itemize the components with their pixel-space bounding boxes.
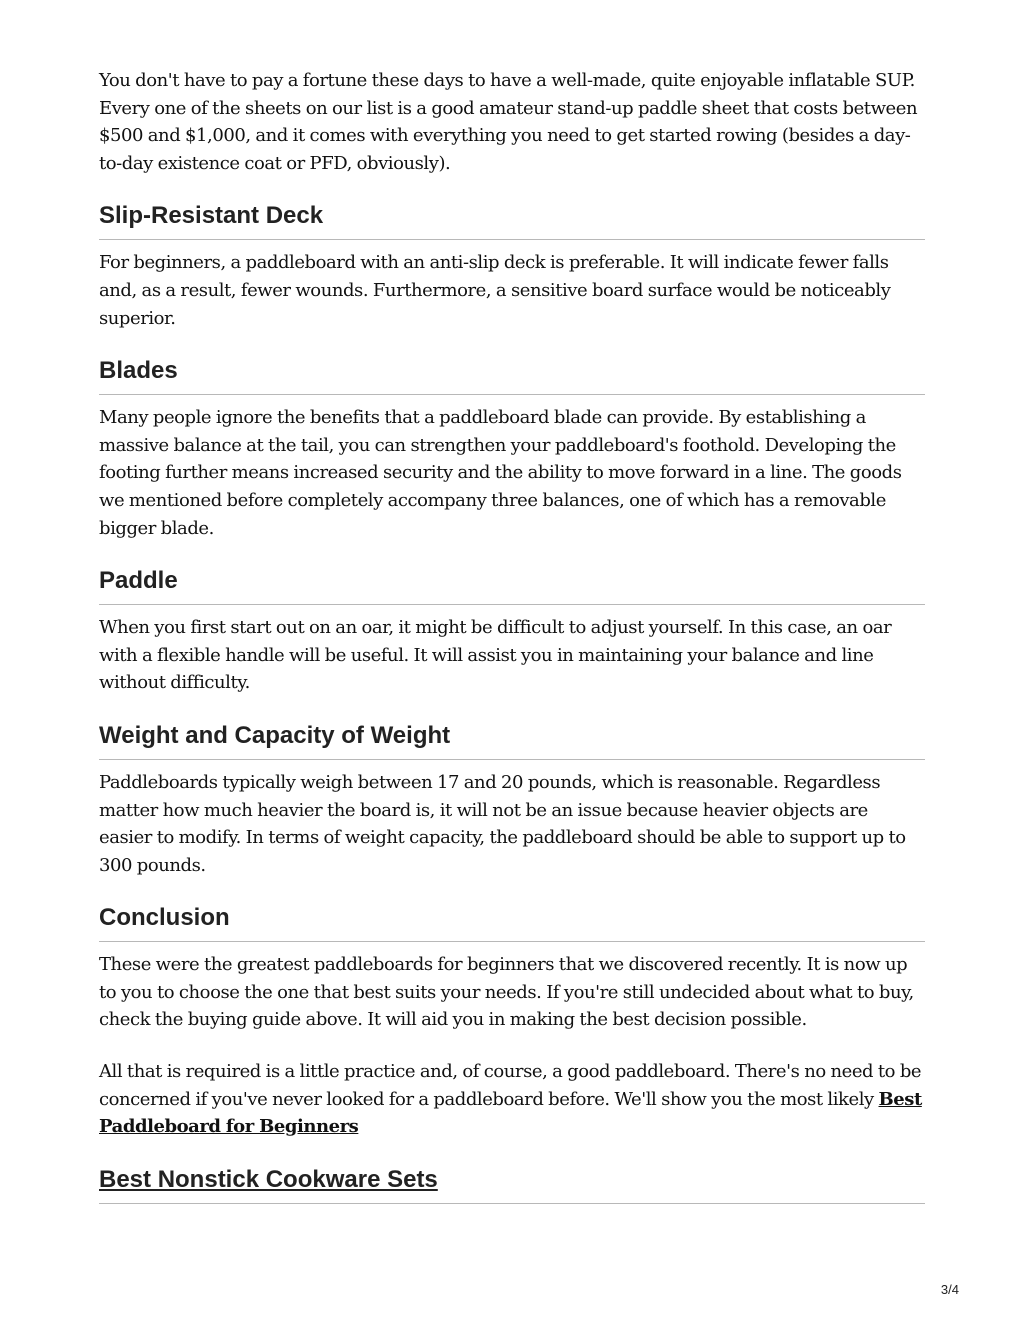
paragraph-blades: Many people ignore the benefits that a paddleboard blade can provide. By establishing a massive balance at the tail, you can strengthen your paddleboard's foothold. Developing the footing further means increased security and the ability to move forward in a line. The goods we mentioned before completely accompany three balances, one of which has a removable bigger blade. <box>99 407 902 539</box>
best-nonstick-cookware-link[interactable]: Best Nonstick Cookware Sets <box>99 1165 438 1193</box>
page-number: 3/4 <box>940 1282 959 1297</box>
intro-paragraph: You don't have to pay a fortune these days to have a well-made, quite enjoyable inflatable SUP. Every one of the sheets on our list is a good amateur stand-up paddle sheet that costs between $500 and $1,000, and it comes with everything you need to get started rowing (besides a day-to-day existence coat or PFD, obviously). <box>99 70 918 174</box>
paragraph-paddle: When you first start out on an oar, it might be difficult to adjust yourself. In this case, an oar with a flexible handle will be useful. It will assist you in maintaining your balance and line without difficulty. <box>99 617 892 694</box>
heading-cookware-link <box>99 1165 925 1204</box>
closing-text: All that is required is a little practice and, of course, a good paddleboard. There's no need to be concerned if you've never looked for a paddleboard before. We'll show you the most likely <box>99 1061 922 1110</box>
heading-paddle: Paddle <box>99 566 925 605</box>
document-page <box>99 67 925 1213</box>
heading-blades: Blades <box>99 356 925 395</box>
heading-conclusion: Conclusion <box>99 903 925 942</box>
paragraph-conclusion: These were the greatest paddleboards for beginners that we discovered recently. It is now up to you to choose the one that best suits your needs. If you're still undecided about what to buy, check the buying guide above. It will aid you in making the best decision possible. <box>99 954 914 1031</box>
best-paddleboard-link[interactable]: Best Paddleboard for Beginners <box>99 1088 922 1138</box>
heading-slip-resistant-deck: Slip-Resistant Deck <box>99 201 925 240</box>
paragraph-slip-resistant-deck: For beginners, a paddleboard with an anti-slip deck is preferable. It will indicate fewer falls and, as a result, fewer wounds. Furthermore, a sensitive board surface would be noticeably superior. <box>99 252 891 329</box>
paragraph-weight-capacity: Paddleboards typically weigh between 17 and 20 pounds, which is reasonable. Regardless matter how much heavier the board is, it will not be an issue because heavier objects are easier to modify. In terms of weight capacity, the paddleboard should be able to support up to 300 pounds. <box>99 771 906 876</box>
closing-paragraph <box>99 1058 925 1141</box>
heading-weight-capacity: Weight and Capacity of Weight <box>99 721 925 760</box>
